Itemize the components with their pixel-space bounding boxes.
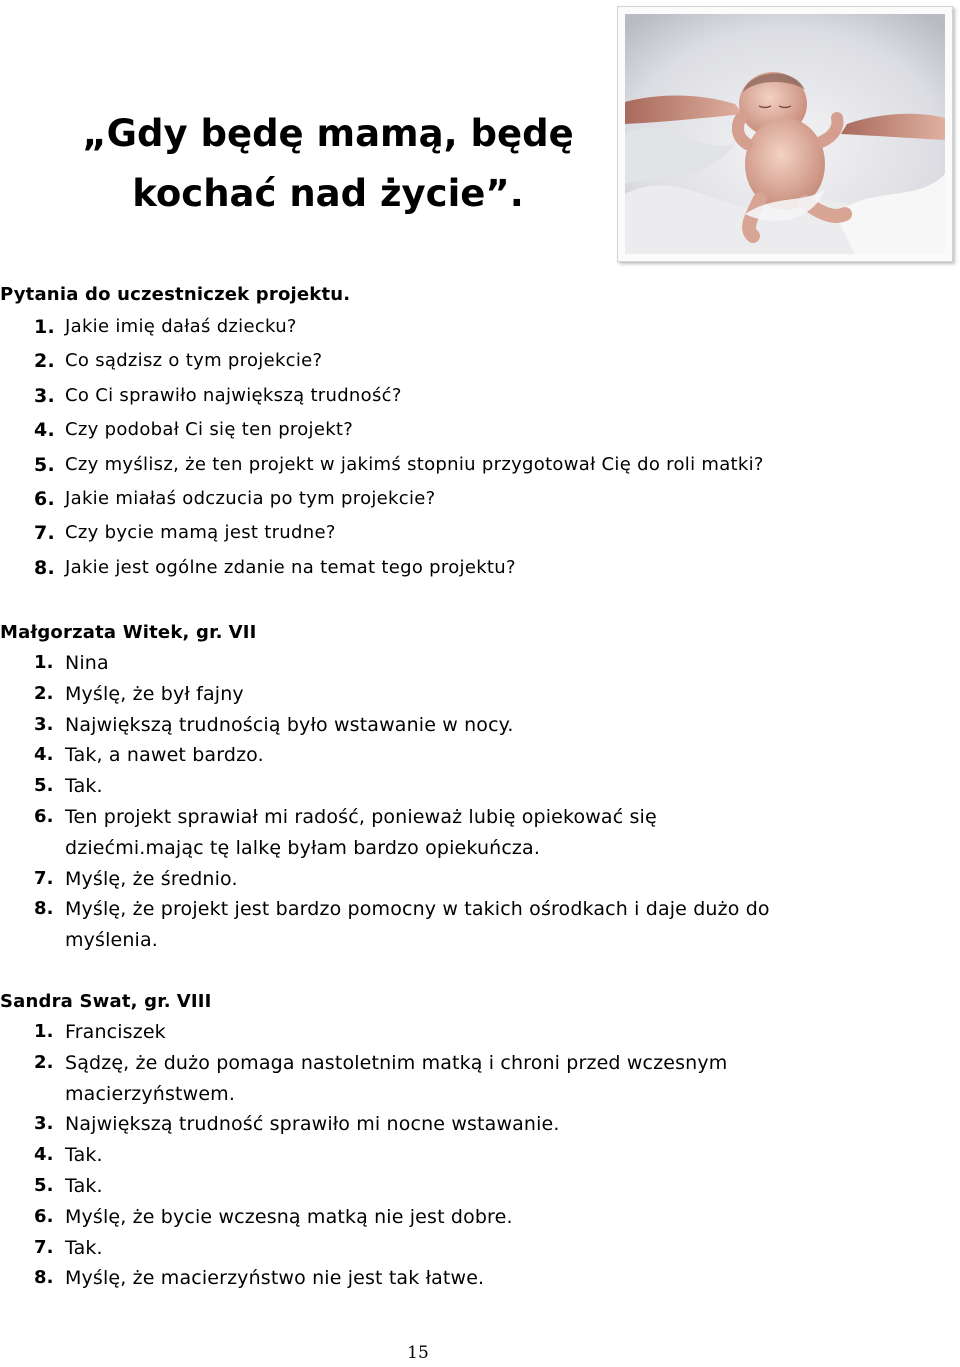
respondent-2-heading: Sandra Swat, gr. VIII — [0, 991, 212, 1012]
list-item: 5. Tak. — [34, 775, 103, 798]
list-item: 2. Co sądzisz o tym projekcie? — [34, 350, 323, 373]
list-item: 8. Myślę, że macierzyństwo nie jest tak łatwe. — [34, 1267, 485, 1290]
answers-list — [0, 648, 900, 956]
list-item: 8. Myślę, że projekt jest bardzo pomocny w takich ośrodkach i daje dużo do myślenia. — [34, 898, 770, 952]
list-item: 1. Franciszek — [34, 1021, 166, 1043]
questions-heading: Pytania do uczestniczek projektu. — [0, 284, 351, 305]
list-item: 1. Nina — [34, 652, 109, 674]
list-item: 4. Tak, a nawet bardzo. — [34, 744, 264, 767]
respondent-2-section — [0, 987, 900, 1294]
list-item: 3. Największą trudność sprawiło mi nocne wstawanie. — [34, 1113, 560, 1136]
list-item: 2. Sądzę, że dużo pomaga nastoletnim matką i chroni przed wczesnym macierzyństwem. — [34, 1051, 728, 1105]
answers-list — [0, 1017, 900, 1294]
questions-list — [0, 310, 900, 585]
list-item: 6. Myślę, że bycie wczesną matką nie jest dobre. — [34, 1205, 513, 1228]
baby-photo-illustration — [625, 14, 945, 254]
respondent-name: Sandra Swat, — [0, 991, 138, 1012]
list-item: 1. Jakie imię dałaś dziecku? — [34, 316, 297, 338]
questions-section — [0, 280, 900, 585]
list-item: 5. Czy myślisz, że ten projekt w jakimś stopniu przygotował Cię do roli matki? — [34, 453, 764, 476]
list-item: 3. Największą trudnością było wstawanie w nocy. — [34, 713, 514, 736]
title-line-1: „Gdy będę mamą, będę — [82, 112, 574, 155]
list-item: 7. Tak. — [34, 1236, 103, 1259]
respondent-name: Małgorzata Witek, — [0, 622, 190, 643]
list-item: 4. Czy podobał Ci się ten projekt? — [34, 419, 354, 442]
baby-photo — [617, 6, 953, 262]
list-item: 7. Myślę, że średnio. — [34, 867, 238, 890]
list-item: 6. Ten projekt sprawiał mi radość, ponieważ lubię opiekować się dziećmi.mając tę lalkę byłam bardzo opiekuńcza. — [34, 805, 657, 859]
list-item: 3. Co Ci sprawiło największą trudność? — [34, 384, 402, 407]
list-item: 4. Tak. — [34, 1144, 103, 1167]
list-item: 7. Czy bycie mamą jest trudne? — [34, 522, 336, 545]
page-number: 15 — [407, 1343, 429, 1363]
list-item: 8. Jakie jest ogólne zdanie na temat tego projektu? — [34, 556, 516, 579]
respondent-1-heading: Małgorzata Witek, gr. VII — [0, 622, 257, 643]
title-line-2: kochać nad życie”. — [132, 172, 524, 215]
respondent-1-section — [0, 618, 900, 956]
page-title — [68, 104, 588, 224]
list-item: 6. Jakie miałaś odczucia po tym projekcie? — [34, 487, 436, 510]
list-item: 2. Myślę, że był fajny — [34, 682, 244, 705]
list-item: 5. Tak. — [34, 1174, 103, 1197]
